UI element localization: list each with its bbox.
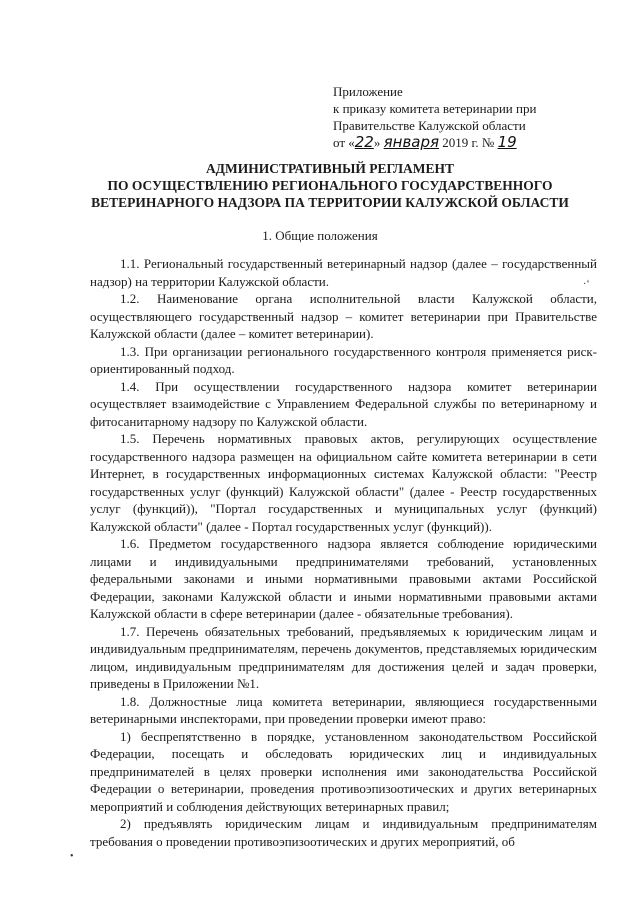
paragraph-1-5: 1.5. Перечень нормативных правовых актов, регулирующих осуществление государственного надзора размещен на официальном сайте комитета ветеринарии в сети Интернет, в государственных информационных системах Калужской области: "Реестр государственных услуг (функций) Калужской области" (далее - Реестр государственных услуг (функций)), "Портал государственных и муниципальных услуг (функций) Калужской области" (далее - Портал государственных услуг (функций)).: [90, 431, 597, 534]
scan-mark: ·‘: [583, 279, 590, 290]
scan-mark: •: [70, 851, 74, 862]
approval-block: [333, 83, 623, 151]
title-line-3: ВЕТЕРИНАРНОГО НАДЗОРА ПА ТЕРРИТОРИИ КАЛУЖСКОЙ ОБЛАСТИ: [91, 195, 569, 210]
document-title: [40, 160, 620, 211]
title-line-2: ПО ОСУЩЕСТВЛЕНИЮ РЕГИОНАЛЬНОГО ГОСУДАРСТВЕННОГО: [107, 178, 553, 193]
paragraph-1-4: 1.4. При осуществлении государственного надзора комитет ветеринарии осуществляет взаимодействие с Управлением Федеральной службы по ветеринарному и фитосанитарному надзору по Калужской области.: [90, 378, 597, 429]
handwritten-day: 22: [354, 133, 374, 151]
date-prefix: от «: [333, 135, 355, 150]
approval-line-2: к приказу комитета ветеринарии при: [333, 101, 537, 116]
paragraph-1-1: 1.1. Региональный государственный ветеринарный надзор (далее – государственный надзор) на территории Калужской области.: [90, 256, 597, 289]
paragraph-1-6: 1.6. Предметом государственного надзора является соблюдение юридическими лицами и индивидуальными предпринимателями требований, установленных федеральными законами и иными нормативными правовыми актами Российской Федерации, законами Калужской области и иными нормативными правовыми актами Калужской области в сфере ветеринарии (далее - обязательные требования).: [90, 536, 597, 621]
paragraph-item-2: 2) предъявлять юридическим лицам и индивидуальным предпринимателям требования о проведении противоэпизоотических и других мероприятий, об: [90, 816, 597, 849]
approval-date-line: [333, 134, 623, 151]
number-prefix: №: [481, 135, 495, 150]
approval-line-1: Приложение: [333, 84, 403, 99]
date-mid: »: [373, 135, 381, 150]
handwritten-month: января: [383, 133, 440, 151]
approval-line-3: Правительстве Калужской области: [333, 118, 526, 133]
section-heading: 1. Общие положения: [262, 228, 378, 243]
document-body: [90, 255, 597, 850]
title-line-1: АДМИНИСТРАТИВНЫЙ РЕГЛАМЕНТ: [205, 161, 455, 176]
paragraph-1-8: 1.8. Должностные лица комитета ветеринарии, являющиеся государственными ветеринарными инспекторами, при проведении проверки имеют право:: [90, 693, 597, 726]
paragraph-1-7: 1.7. Перечень обязательных требований, предъявляемых к юридическим лицам и индивидуальным предпринимателям, перечень документов, представляемых юридическим лицом, индивидуальным предпринимателям для достижения целей и задач проверки, приведены в Приложении №1.: [90, 623, 597, 691]
paragraph-1-2: 1.2. Наименование органа исполнительной власти Калужской области, осуществляющего государственный надзор – комитет ветеринарии при Правительстве Калужской области (далее – комитет ветеринарии).: [90, 291, 597, 341]
paragraph-1-3: 1.3. При организации регионального государственного контроля применяется риск-ориентированный подход.: [90, 343, 597, 376]
handwritten-number: 19: [497, 133, 517, 151]
paragraph-item-1: 1) беспрепятственно в порядке, установленном законодательством Российской Федерации, посещать и обследовать юридических лиц и индивидуальных предпринимателей в целях проверки исполнения ими законодательства Российской Федерации о ветеринарии, проведения противоэпизоотических и других ветеринарных мероприятий и соблюдения действующих ветеринарных правил;: [90, 728, 597, 814]
year-text: 2019 г.: [442, 135, 479, 150]
